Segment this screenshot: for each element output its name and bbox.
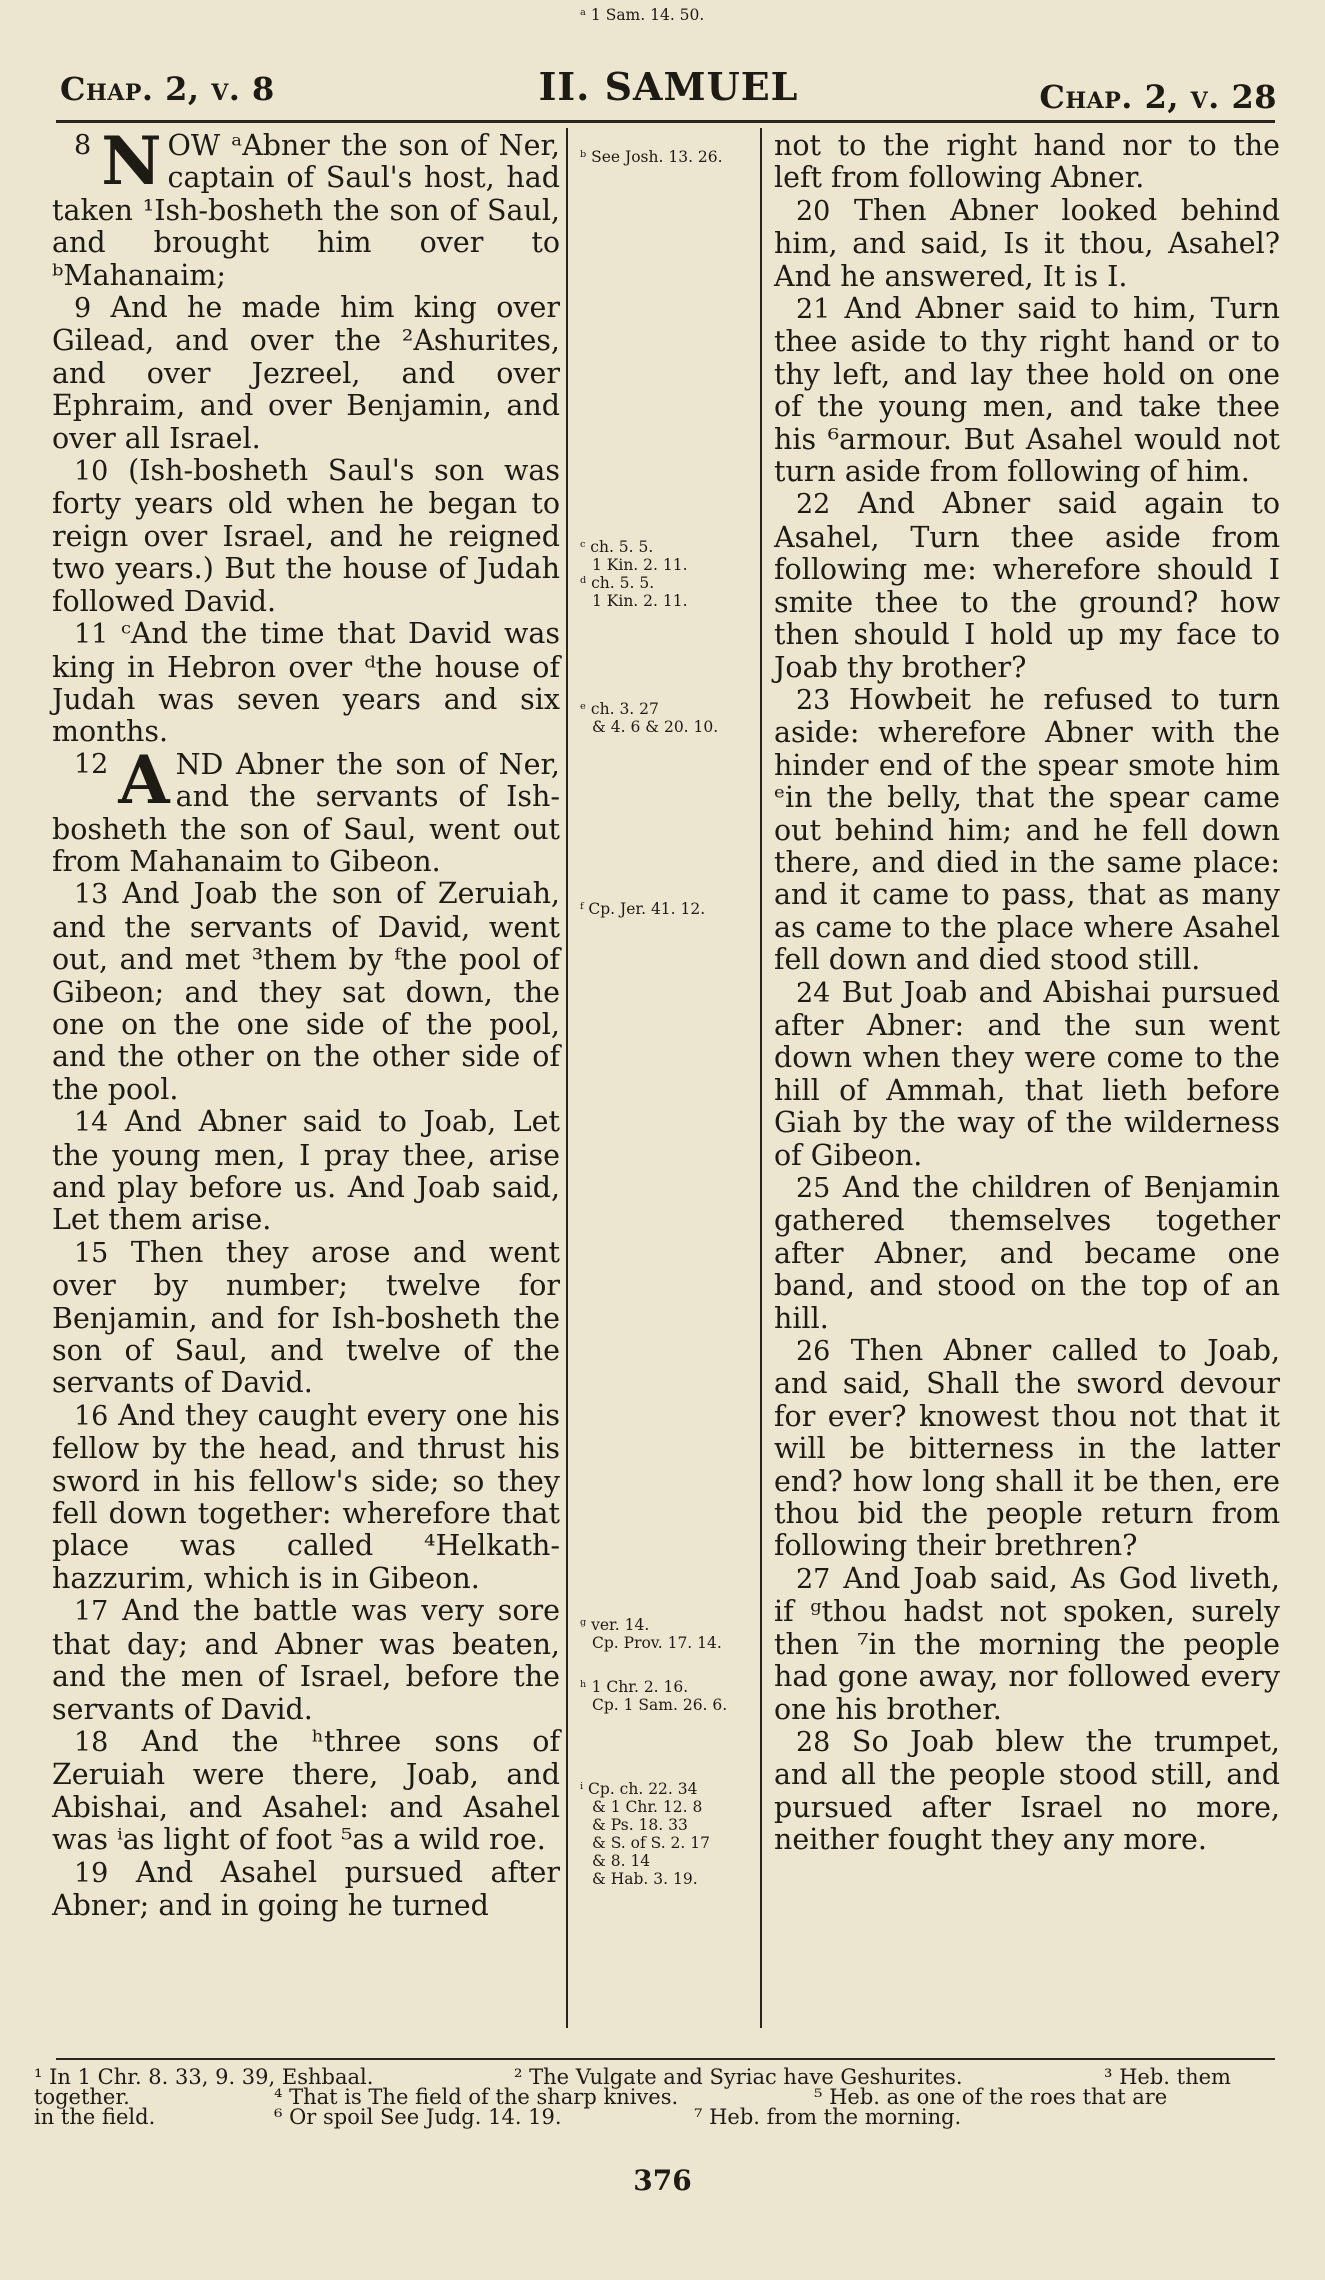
margin-reference xyxy=(580,1616,755,1652)
margin-reference-line: & 8. 14 xyxy=(592,1852,651,1870)
verse-text: Then Abner called to Joab, and said, Shall the sword devour for ever? knowest thou not that it will be bitterness in the latter end? how long shall it be then, ere thou bid the people return from following their brethren? xyxy=(774,1334,1281,1563)
verse-number: 22 xyxy=(796,489,831,521)
margin-reference xyxy=(580,900,755,918)
running-header xyxy=(60,60,1277,120)
verse-number: 11 xyxy=(74,619,109,651)
margin-reference xyxy=(580,700,755,736)
verse xyxy=(774,488,1280,683)
header-rule xyxy=(56,120,1275,123)
verse-text: And Abner said to him, Turn thee aside to thy right hand or to thy left, and lay thee hold on one of the young men, and take thee his ⁶armour. But Asahel would not turn aside from following of him. xyxy=(774,292,1281,489)
footnote: ² The Vulgate and Syriac have Geshurites. xyxy=(514,2065,963,2089)
verse-text: And Abner said again to Asahel, Turn thee aside from following me: wherefore should I smite thee to the ground? how then should I hold up my face to Joab thy brother? xyxy=(774,487,1280,684)
verse-text: Then Abner looked behind him, and said, Is it thou, Asahel? And he answered, It is I. xyxy=(774,193,1281,293)
margin-reference-line: ᵉ ch. 3. 27 xyxy=(580,700,659,718)
margin-reference-line: ᵇ See Josh. 13. 26. xyxy=(580,148,723,166)
margin-reference xyxy=(580,148,755,166)
verse-text: And the battle was very sore that day; and Abner was beaten, and the men of Israel, before the servants of David. xyxy=(52,1594,560,1726)
verse xyxy=(774,195,1280,293)
verse-text: And Abner said to Joab, Let the young men, I pray thee, arise and play before us. And Joab said, Let them arise. xyxy=(52,1105,560,1237)
verse xyxy=(52,122,560,292)
verse-number: 27 xyxy=(796,1563,831,1595)
verse-number: 28 xyxy=(796,1726,831,1758)
verse-text: Howbeit he refused to turn aside: wherefore Abner with the hinder end of the spear smote him ᵉin the belly, that the spear came out behind him; and he fell down there, and died in the same place: and it came to pass, that as many as came to the place where Asahel fell down and died stood still. xyxy=(774,682,1280,977)
drop-cap: N xyxy=(101,122,162,200)
margin-reference-line: ᶜ ch. 5. 5. xyxy=(580,538,654,556)
column-divider-left xyxy=(566,128,568,2028)
text-column-right xyxy=(774,130,1280,1857)
margin-reference-line: 1 Kin. 2. 11. xyxy=(592,556,688,574)
verse xyxy=(52,1595,560,1726)
margin-reference xyxy=(580,6,755,24)
column-divider-right xyxy=(760,128,762,2028)
verse xyxy=(52,618,560,749)
margin-reference-line: Cp. 1 Sam. 26. 6. xyxy=(592,1696,728,1714)
verse-text: ᶜAnd the time that David was king in Hebron over ᵈthe house of Judah was seven years and six months. xyxy=(52,617,561,749)
footnote: together. xyxy=(34,2085,130,2109)
verse-text: And he made him king over Gilead, and over the ²Ashurites, and over Jezreel, and over Ephraim, and over Benjamin, and over all Israel. xyxy=(52,291,560,455)
footnote: ⁵ Heb. as one of the roes that are xyxy=(814,2085,1168,2109)
footnote-rule xyxy=(56,2058,1275,2060)
verse-number: 12 xyxy=(74,748,109,780)
verse-number: 15 xyxy=(74,1237,109,1269)
verse-number: 13 xyxy=(74,879,109,911)
verse-number: 8 xyxy=(74,130,92,161)
verse xyxy=(774,1563,1280,1726)
margin-reference xyxy=(580,1780,755,1888)
margin-reference-line: ᵍ ver. 14. xyxy=(580,1616,650,1634)
text-column-left xyxy=(52,122,561,1922)
verse xyxy=(52,1237,560,1400)
verse-text: And they caught every one his fellow by the head, and thrust his sword in his fellow's side; so they fell down together: wherefore that place was called ⁴Helkath-hazzurim, which is in Gibeon. xyxy=(52,1398,560,1595)
margin-reference-line: ʰ 1 Chr. 2. 16. xyxy=(580,1678,689,1696)
footnote: ⁶ Or spoil See Judg. 14. 19. xyxy=(274,2105,562,2129)
verse-text: And the ʰthree sons of Zeruiah were there, Joab, and Abishai, and Asahel: and Asahel was ⁱas light of foot ⁵as a wild roe. xyxy=(52,1724,561,1857)
footnote: ⁷ Heb. from the morning. xyxy=(694,2105,962,2129)
verse xyxy=(52,292,560,455)
page-number: 376 xyxy=(633,2164,692,2197)
verse-text: And the children of Benjamin gathered themselves together after Abner, and became one band, and stood on the top of an hill. xyxy=(774,1171,1280,1335)
verse-number: 20 xyxy=(796,195,831,227)
header-chapter-verse-right: Chap. 2, v. 28 xyxy=(1039,78,1277,116)
header-chapter-verse-left: Chap. 2, v. 8 xyxy=(60,70,275,108)
verse xyxy=(774,684,1280,977)
verse xyxy=(774,1726,1280,1857)
header-book-title: II. SAMUEL xyxy=(538,64,799,109)
verse xyxy=(774,1335,1280,1563)
margin-reference-line: & 1 Chr. 12. 8 xyxy=(592,1798,703,1816)
verse-number: 9 xyxy=(74,293,92,325)
verse-number: 25 xyxy=(796,1173,831,1204)
verse-number: 17 xyxy=(74,1596,109,1628)
verse xyxy=(774,130,1280,195)
verse-text: (Ish-bosheth Saul's son was forty years old when he began to reign over Israel, and he reigned two years.) But the house of Judah followed David. xyxy=(52,454,560,618)
margin-reference-line: ᶠ Cp. Jer. 41. 12. xyxy=(580,900,706,918)
verse xyxy=(52,1400,560,1595)
verse xyxy=(52,1106,560,1237)
verse-text: Then they arose and went over by number; twelve for Benjamin, and for Ish-bosheth the son of Saul, and twelve of the servants of David. xyxy=(52,1235,560,1400)
footnote: ¹ In 1 Chr. 8. 33, 9. 39, Eshbaal. xyxy=(34,2065,374,2089)
verse-text: ND Abner the son of Ner, and the servants of Ish-bosheth the son of Saul, went out from Mahanaim to Gibeon. xyxy=(52,747,560,878)
verse-text: And Asahel pursued after Abner; and in going he turned xyxy=(52,1855,560,1922)
verse xyxy=(52,1726,560,1857)
verse xyxy=(52,740,560,879)
footnote: ⁴ That is The field of the sharp knives. xyxy=(274,2085,679,2109)
verse xyxy=(774,293,1280,488)
margin-reference-line: & Hab. 3. 19. xyxy=(592,1870,698,1888)
verse xyxy=(774,977,1280,1172)
drop-cap: A xyxy=(118,740,170,819)
margin-reference-line: ⁱ Cp. ch. 22. 34 xyxy=(580,1780,698,1798)
verse-text: So Joab blew the trumpet, and all the people stood still, and pursued after Israel no more, neither fought they any more. xyxy=(774,1724,1280,1857)
margin-reference xyxy=(580,538,755,610)
footnote: ³ Heb. them xyxy=(1104,2065,1231,2089)
margin-reference-line: 1 Kin. 2. 11. xyxy=(592,592,688,610)
verse-text: But Joab and Abishai pursued after Abner: and the sun went down when they were come to the hill of Ammah, that lieth before Giah by the way of the wilderness of Gibeon. xyxy=(774,975,1280,1172)
margin-reference-line: ᵈ ch. 5. 5. xyxy=(580,574,655,592)
footnote: in the field. xyxy=(34,2105,156,2129)
margin-reference-line: & 4. 6 & 20. 10. xyxy=(592,718,719,736)
verse xyxy=(52,878,560,1106)
verse-number: 23 xyxy=(796,684,831,716)
verse xyxy=(52,1857,560,1923)
verse-number: 16 xyxy=(74,1400,109,1432)
verse-number: 21 xyxy=(796,294,831,326)
verse-number: 26 xyxy=(796,1336,831,1368)
verse xyxy=(52,455,560,618)
verse-text: OW ᵃAbner the son of Ner, captain of Saul's host, had taken ¹Ish-bosheth the son of Saul, and brought him over to ᵇMahanaim; xyxy=(52,129,560,292)
verse xyxy=(774,1172,1280,1335)
margin-reference-line: & S. of S. 2. 17 xyxy=(592,1834,710,1852)
margin-reference-line: ᵃ 1 Sam. 14. 50. xyxy=(580,6,705,24)
verse-number: 14 xyxy=(74,1107,109,1139)
margin-reference-line: & Ps. 18. 33 xyxy=(592,1816,688,1834)
verse-number: 18 xyxy=(74,1726,109,1758)
verse-text: And Joab the son of Zeruiah, and the servants of David, went out, and met ³them by ᶠthe pool of Gibeon; and they sat down, the one on the one side of the pool, and the other on the other side of the pool. xyxy=(52,877,560,1106)
verse-number: 19 xyxy=(74,1857,109,1889)
verse-text: not to the right hand nor to the left from following Abner. xyxy=(774,129,1280,195)
margin-reference-line: Cp. Prov. 17. 14. xyxy=(592,1634,722,1652)
margin-reference xyxy=(580,1678,755,1714)
verse-number: 10 xyxy=(74,456,109,488)
verse-text: And Joab said, As God liveth, if ᵍthou hadst not spoken, surely then ⁷in the morning the people had gone away, nor followed every one his brother. xyxy=(774,1561,1280,1726)
verse-number: 24 xyxy=(796,977,831,1009)
